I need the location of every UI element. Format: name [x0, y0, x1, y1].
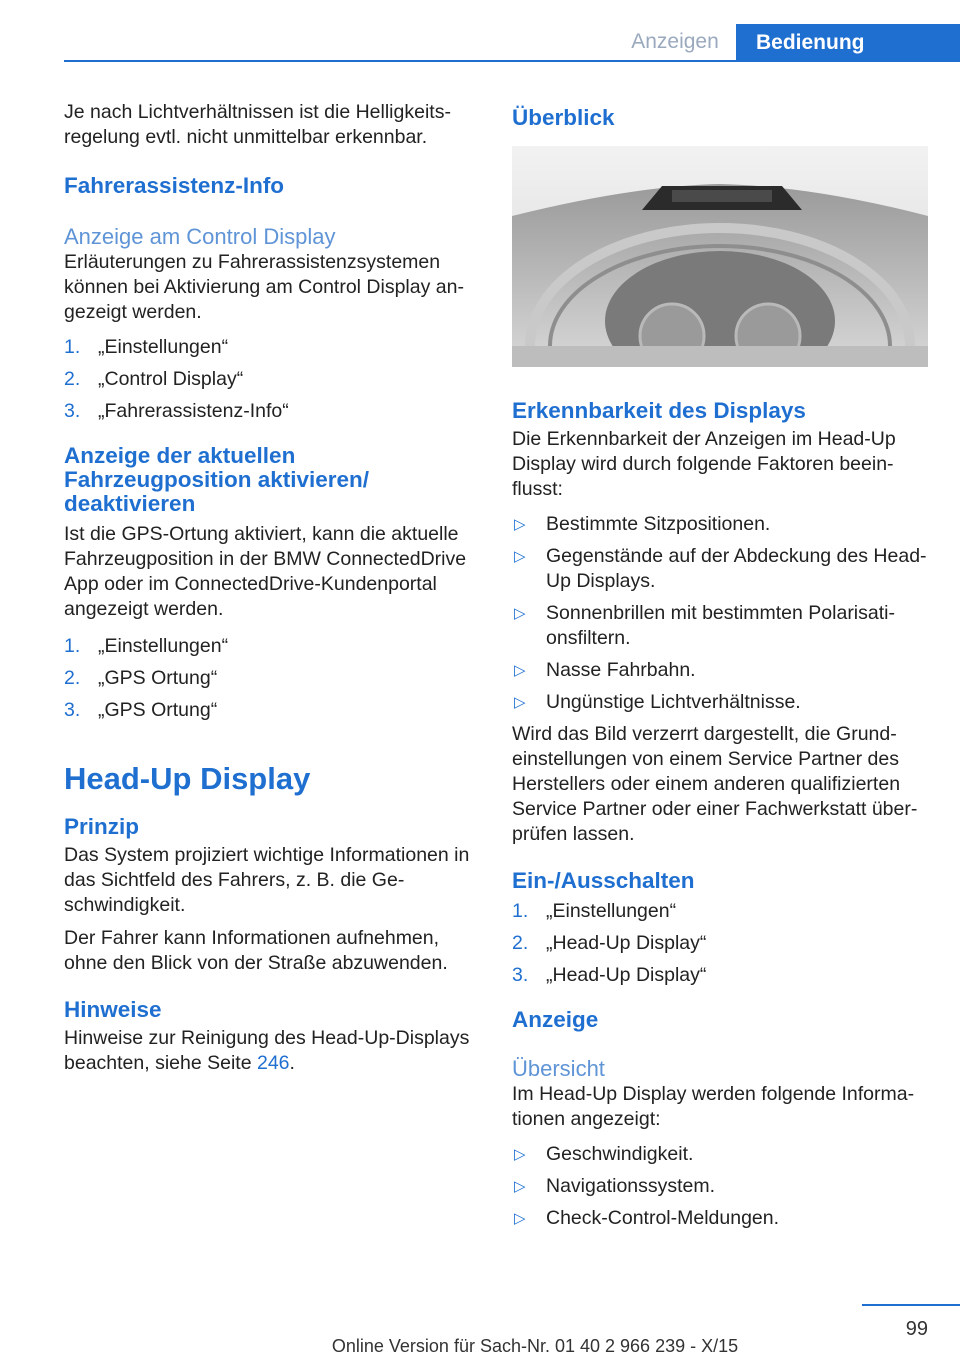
paragraph-gps: Ist die GPS-Ortung aktiviert, kann die aktuelle Fahrzeugposition in der BMW ConnectedDrive App oder im ConnectedDrive-Kundenportal angezeigt werden.	[64, 523, 467, 620]
paragraph-verzerrt: Wird das Bild verzerrt dargestellt, die Grundeinstellungen von einem Service Partner des Herstellers oder einem anderen qualifizierten Service Partner oder einer Fachwerkstatt überprüfen lassen.	[512, 723, 918, 845]
list-number: 2.	[64, 368, 81, 390]
list-text: „Fahrerassistenz-Info“	[98, 400, 289, 422]
paragraph-uebersicht: Im Head-Up Display werden folgende Informationen angezeigt:	[512, 1083, 915, 1130]
heading-anzeige-control-display: Anzeige am Control Display	[64, 224, 336, 249]
triangle-bullet-icon: ▷	[514, 694, 526, 711]
heading-ueberblick: Überblick	[512, 105, 615, 130]
triangle-bullet-icon: ▷	[514, 662, 526, 679]
list-text: „Einstellungen“	[98, 635, 229, 657]
list-item	[512, 963, 930, 988]
heading-fahrerassistenz-info: Fahrerassistenz-Info	[64, 173, 285, 198]
triangle-bullet-icon: ▷	[514, 516, 526, 533]
header-rule	[64, 60, 960, 62]
list-item	[64, 399, 482, 424]
hinweise-end: .	[289, 1052, 295, 1074]
list-item	[512, 899, 930, 924]
list-number: 1.	[512, 900, 529, 922]
paragraph-hinweise	[64, 1026, 482, 1076]
list-text: „Control Display“	[98, 368, 244, 390]
cockpit-illustration	[512, 146, 928, 367]
list-item	[512, 690, 930, 715]
paragraph-prinzip-2: Der Fahrer kann Informationen aufnehmen, ohne den Blick von der Straße abzuwenden.	[64, 927, 448, 974]
steps-list-gps	[64, 634, 482, 723]
list-item	[512, 1142, 930, 1167]
list-number: 3.	[64, 699, 81, 721]
hinweise-text: Hinweise zur Reinigung des Head-Up-Displays beachten, siehe Seite	[64, 1027, 470, 1074]
list-text: Gegenstände auf der Abdeckung des Head-Up Displays.	[546, 545, 927, 592]
heading-ein-ausschalten: Ein-/Ausschalten	[512, 868, 695, 893]
list-text: „Einstellungen“	[546, 900, 677, 922]
list-number: 3.	[512, 964, 529, 986]
hud-info-list	[512, 1142, 930, 1231]
list-item	[512, 658, 930, 683]
footer-version-text: Online Version für Sach-Nr. 01 40 2 966 239 - X/15	[331, 1336, 739, 1356]
list-text: Ungünstige Lichtverhältnisse.	[546, 691, 801, 713]
heading-erkennbarkeit: Erkennbarkeit des Displays	[512, 398, 806, 423]
heading-uebersicht: Übersicht	[512, 1056, 605, 1081]
list-text: Geschwindigkeit.	[546, 1143, 694, 1165]
intro-paragraph: Je nach Lichtverhältnissen ist die Helligkeitsregelung evtl. nicht unmittelbar erkennbar.	[64, 101, 451, 148]
list-item	[512, 601, 930, 651]
paragraph-erkennbarkeit: Die Erkennbarkeit der Anzeigen im Head-Up Display wird durch folgende Faktoren beeinflusst:	[512, 428, 896, 500]
footer-rule	[862, 1304, 960, 1306]
triangle-bullet-icon: ▷	[514, 1210, 526, 1227]
heading-fahrzeugposition: Anzeige der aktuellen Fahrzeugposition aktivieren/ deaktivieren	[64, 443, 370, 516]
list-number: 3.	[64, 400, 81, 422]
list-item	[64, 698, 482, 723]
list-text: „Einstellungen“	[98, 336, 229, 358]
list-item	[512, 1174, 930, 1199]
list-item	[512, 1206, 930, 1231]
list-number: 2.	[64, 667, 81, 689]
left-column	[64, 100, 482, 1084]
header-tab-anzeigen[interactable]: Anzeigen	[631, 30, 719, 53]
page-reference-link[interactable]: 246	[256, 1052, 290, 1074]
list-item	[64, 367, 482, 392]
triangle-bullet-icon: ▷	[514, 548, 526, 565]
list-text: Check-Control-Meldungen.	[546, 1207, 780, 1229]
header-tab-bedienung[interactable]: Bedienung	[736, 24, 960, 62]
heading-prinzip: Prinzip	[64, 814, 140, 839]
right-column	[512, 100, 930, 1238]
heading-head-up-display: Head-Up Display	[64, 761, 311, 796]
list-text: „Head-Up Display“	[546, 932, 707, 954]
heading-hinweise: Hinweise	[64, 997, 162, 1022]
list-number: 1.	[64, 336, 81, 358]
list-text: „GPS Ortung“	[98, 667, 218, 689]
list-item	[64, 335, 482, 360]
page-number: 99	[905, 1318, 928, 1340]
list-text: Sonnenbrillen mit bestimmten Polarisationsfiltern.	[546, 602, 895, 649]
list-item	[64, 666, 482, 691]
list-item	[512, 512, 930, 537]
hud-cockpit-figure	[512, 146, 928, 367]
paragraph-prinzip-1: Das System projiziert wichtige Informationen in das Sichtfeld des Fahrers, z. B. die Geschwindigkeit.	[64, 844, 470, 916]
list-item	[64, 634, 482, 659]
steps-list-fahrerassistenz	[64, 335, 482, 424]
paragraph-erlaeuterungen: Erläuterungen zu Fahrerassistenzsystemen können bei Aktivierung am Control Display angezeigt werden.	[64, 251, 464, 323]
list-number: 2.	[512, 932, 529, 954]
triangle-bullet-icon: ▷	[514, 1178, 526, 1195]
triangle-bullet-icon: ▷	[514, 605, 526, 622]
list-text: Bestimmte Sitzpositionen.	[546, 513, 771, 535]
list-text: Navigationssystem.	[546, 1175, 716, 1197]
triangle-bullet-icon: ▷	[514, 1146, 526, 1163]
steps-list-hud	[512, 899, 930, 988]
factors-list	[512, 512, 930, 715]
heading-anzeige: Anzeige	[512, 1007, 599, 1032]
list-number: 1.	[64, 635, 81, 657]
list-text: „Head-Up Display“	[546, 964, 707, 986]
list-item	[512, 544, 930, 594]
list-item	[512, 931, 930, 956]
list-text: „GPS Ortung“	[98, 699, 218, 721]
list-text: Nasse Fahrbahn.	[546, 659, 696, 681]
